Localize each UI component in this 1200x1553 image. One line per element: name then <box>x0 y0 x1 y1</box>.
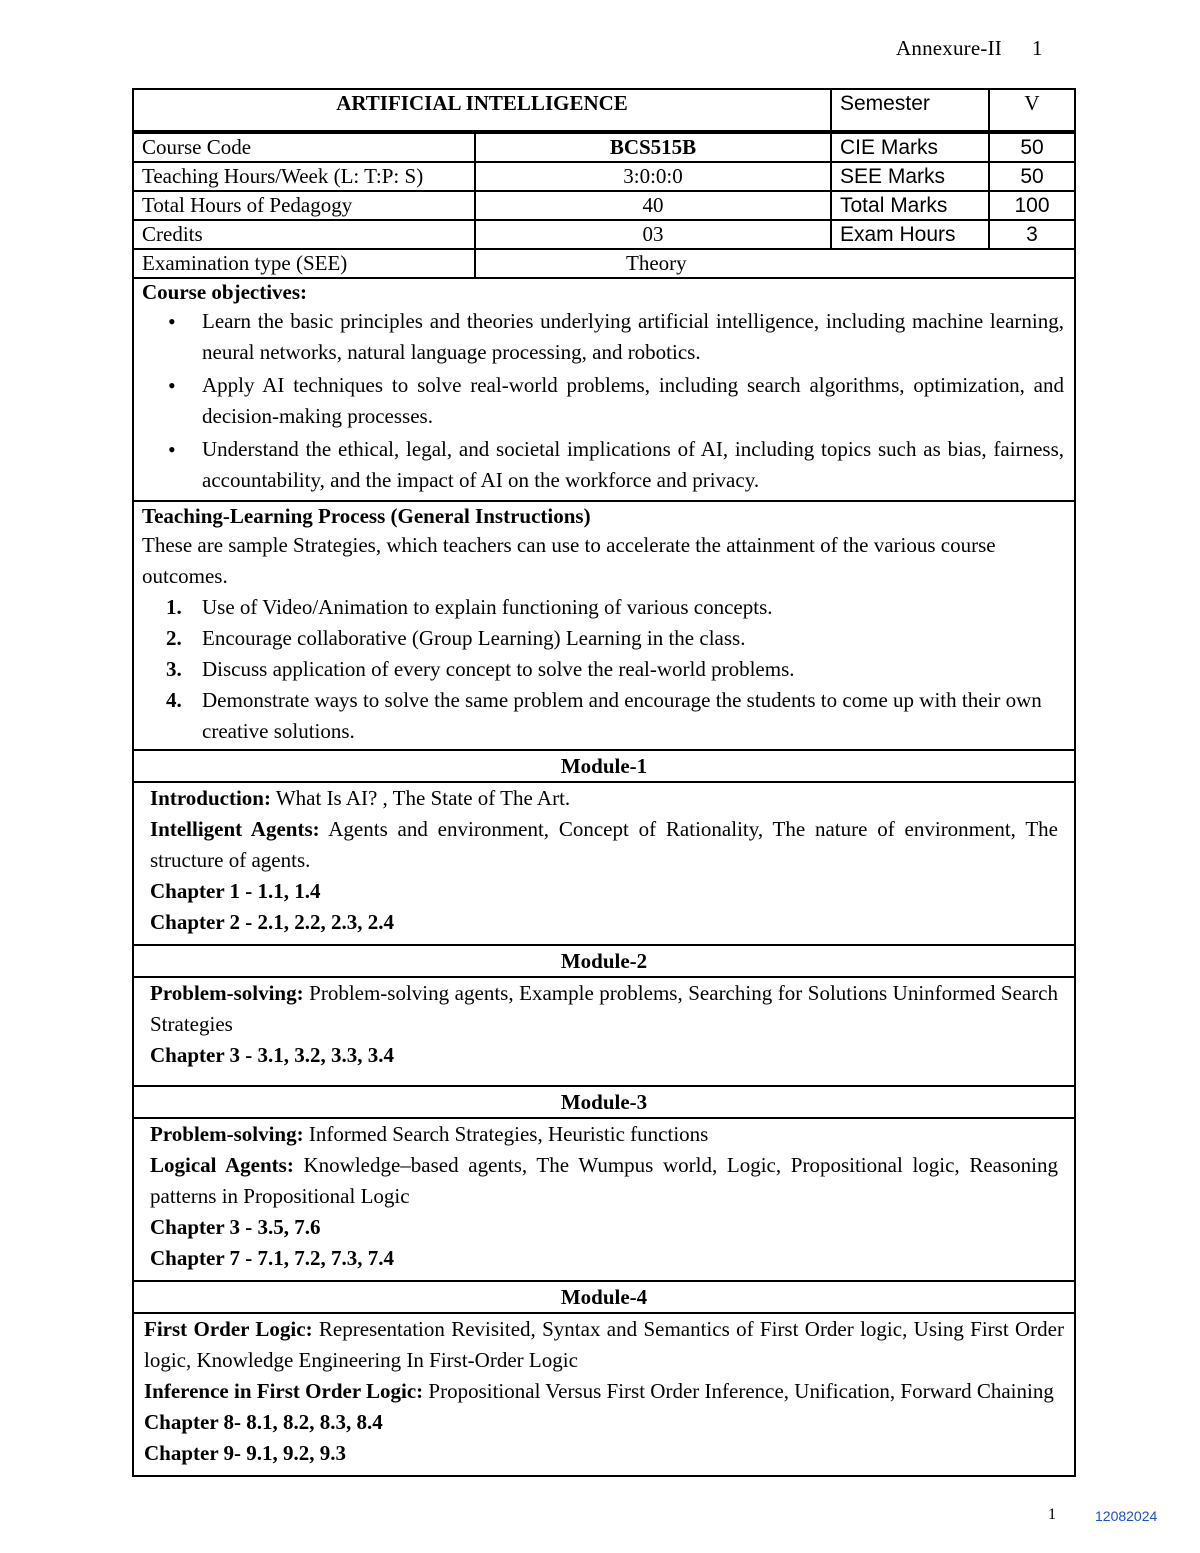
module-3-logical-agents <box>150 1150 1058 1212</box>
objective-item: • Understand the ethical, legal, and societal implications of AI, including topics such as bias, fairness, accountability, and the impact of AI on the workforce and privacy. <box>202 434 1064 496</box>
module-1-body-row <box>133 782 1075 945</box>
item-text: Discuss application of every concept to solve the real-world problems. <box>202 657 795 681</box>
module-2-header-row <box>133 945 1075 977</box>
module-4-first-order-logic <box>144 1314 1064 1376</box>
teaching-heading: Teaching-Learning Process (General Instructions) <box>142 504 591 528</box>
annexure-label: Annexure-II <box>896 36 1002 60</box>
topic-label: Inference in First Order Logic: <box>144 1379 424 1403</box>
teaching-row <box>133 501 1075 750</box>
module-2-title: Module-2 <box>133 945 1075 977</box>
chapter-ref: Chapter 1 - 1.1, 1.4 <box>150 879 321 903</box>
teaching-item <box>166 654 1064 685</box>
marks-label: SEE Marks <box>831 162 989 191</box>
chapter-ref: Chapter 7 - 7.1, 7.2, 7.3, 7.4 <box>150 1246 395 1270</box>
item-number: 2. <box>166 626 182 650</box>
semester-value: V <box>989 89 1075 132</box>
topic-text: Problem-solving agents, Example problems, Searching for Solutions Uninformed Search Strategies <box>150 981 1058 1036</box>
info-label: Credits <box>133 220 475 249</box>
topic-label: Problem-solving: <box>150 981 304 1005</box>
module-1-intro <box>150 783 1058 814</box>
objective-item: • Learn the basic principles and theories underlying artificial intelligence, including machine learning, neural networks, natural language processing, and robotics. <box>202 306 1064 368</box>
objectives-list <box>142 306 1064 496</box>
marks-value: 3 <box>989 220 1075 249</box>
footer-page-number: 1 <box>1048 1506 1056 1523</box>
topic-text: Informed Search Strategies, Heuristic functions <box>303 1122 709 1146</box>
info-row <box>133 162 1075 191</box>
syllabus-table <box>132 88 1076 1477</box>
module-4-body-row <box>133 1313 1075 1476</box>
module-3-problem-solving <box>150 1119 1058 1150</box>
exam-type-label: Examination type (SEE) <box>133 249 475 278</box>
marks-label: Exam Hours <box>831 220 989 249</box>
item-text: Demonstrate ways to solve the same problem and encourage the students to come up with their own creative solutions. <box>202 688 1042 743</box>
objective-item: • Apply AI techniques to solve real-world problems, including search algorithms, optimization, and decision-making processes. <box>202 370 1064 432</box>
module-4-title: Module-4 <box>133 1281 1075 1313</box>
topic-text: Propositional Versus First Order Inference, Unification, Forward Chaining <box>423 1379 1054 1403</box>
info-value: 40 <box>475 191 831 220</box>
topic-label: Logical Agents: <box>150 1153 294 1177</box>
annexure-header <box>896 36 1043 61</box>
info-label: Course Code <box>133 132 475 162</box>
info-value: BCS515B <box>475 132 831 162</box>
objectives-heading: Course objectives: <box>142 280 308 304</box>
topic-text: What Is AI? , The State of The Art. <box>270 786 571 810</box>
module-1-title: Module-1 <box>133 750 1075 782</box>
topic-label: Introduction: <box>150 786 271 810</box>
module-2-body-row <box>133 977 1075 1086</box>
teaching-item <box>166 685 1064 747</box>
module-2-problem-solving <box>150 978 1058 1040</box>
topic-label: Intelligent Agents: <box>150 817 320 841</box>
info-value: 03 <box>475 220 831 249</box>
chapter-ref: Chapter 3 - 3.1, 3.2, 3.3, 3.4 <box>150 1043 395 1067</box>
module-3-body-row <box>133 1118 1075 1281</box>
chapter-ref: Chapter 9- 9.1, 9.2, 9.3 <box>144 1441 347 1465</box>
marks-value: 100 <box>989 191 1075 220</box>
item-number: 1. <box>166 595 182 619</box>
module-4-header-row <box>133 1281 1075 1313</box>
module-3-title: Module-3 <box>133 1086 1075 1118</box>
info-value: 3:0:0:0 <box>475 162 831 191</box>
info-row <box>133 132 1075 162</box>
info-label: Teaching Hours/Week (L: T:P: S) <box>133 162 475 191</box>
chapter-ref: Chapter 2 - 2.1, 2.2, 2.3, 2.4 <box>150 910 395 934</box>
objectives-row <box>133 278 1075 501</box>
topic-text: Agents and environment, Concept of Rationality, The nature of environment, The structure of agents. <box>150 817 1058 872</box>
module-1-header-row <box>133 750 1075 782</box>
topic-label: Problem-solving: <box>150 1122 304 1146</box>
module-3-header-row <box>133 1086 1075 1118</box>
info-row <box>133 220 1075 249</box>
module-4-inference <box>144 1376 1064 1407</box>
item-text: Encourage collaborative (Group Learning) Learning in the class. <box>202 626 746 650</box>
item-number: 4. <box>166 688 182 712</box>
topic-text: Representation Revisited, Syntax and Semantics of First Order logic, Using First Order logic, Knowledge Engineering In First-Order Logic <box>144 1317 1064 1372</box>
topic-text: Knowledge–based agents, The Wumpus world, Logic, Propositional logic, Reasoning patterns in Propositional Logic <box>150 1153 1058 1208</box>
marks-value: 50 <box>989 132 1075 162</box>
teaching-list <box>142 592 1064 747</box>
header-page-number: 1 <box>1031 36 1043 60</box>
course-title: ARTIFICIAL INTELLIGENCE <box>133 89 831 132</box>
info-row <box>133 191 1075 220</box>
chapter-ref: Chapter 8- 8.1, 8.2, 8.3, 8.4 <box>144 1410 383 1434</box>
teaching-item <box>166 623 1064 654</box>
exam-type-row <box>133 249 1075 278</box>
module-1-agents <box>150 814 1058 876</box>
semester-label: Semester <box>831 89 989 132</box>
chapter-ref: Chapter 3 - 3.5, 7.6 <box>150 1215 321 1239</box>
marks-label: CIE Marks <box>831 132 989 162</box>
marks-value: 50 <box>989 162 1075 191</box>
marks-label: Total Marks <box>831 191 989 220</box>
info-label: Total Hours of Pedagogy <box>133 191 475 220</box>
footer-document-code: 12082024 <box>1095 1508 1158 1524</box>
exam-type-value: Theory <box>475 249 1075 278</box>
teaching-item <box>166 592 1064 623</box>
teaching-intro: These are sample Strategies, which teachers can use to accelerate the attainment of the various course outcomes. <box>142 533 996 588</box>
course-title-row <box>133 89 1075 132</box>
item-number: 3. <box>166 657 182 681</box>
topic-label: First Order Logic: <box>144 1317 313 1341</box>
item-text: Use of Video/Animation to explain functioning of various concepts. <box>202 595 773 619</box>
